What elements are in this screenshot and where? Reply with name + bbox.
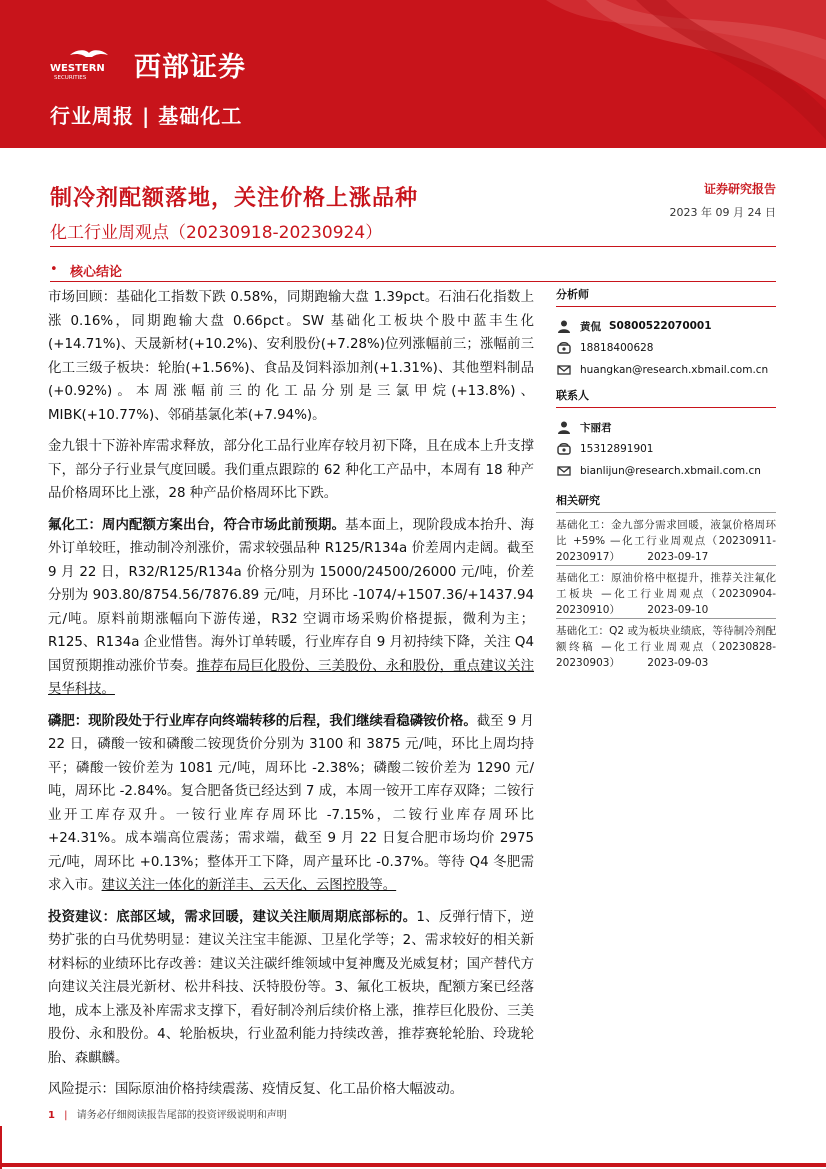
related-research-date: 2023-09-10 [647, 604, 709, 616]
related-research-title: 基础化工：Q2 或为板块业绩底，等待制冷剂配额终稿 —化工行业周观点（20230828-20230903） [556, 625, 776, 669]
investment-advice-text: 1、反弹行情下，逆势扩张的白马优势明显：建议关注宝丰能源、卫星化学等；2、需求较好的相关新材料标的业绩环比存改善：建议关注碳纤维领域中复神鹰及光威复材；国产替代方向建议关注晨光新材、松井科技、沃特股份等。3、氟化工板块，配额方案已经落地，成本上涨及补库需求支撑下，看好制冷剂后续价格上涨，推荐巨化股份、三美股份、永和股份。4、轮胎板块，行业盈利能力持续改善，推荐赛轮轮胎、玲珑轮胎、森麒麟。 [48, 909, 534, 1066]
page-number: 1 [48, 1110, 55, 1121]
decorative-swirl-icon [486, 0, 826, 148]
section-bullet: • [50, 262, 58, 277]
report-date: 2023 年 09 月 24 日 [669, 206, 776, 219]
related-research-item[interactable] [556, 512, 776, 565]
phosphate-paragraph [48, 710, 534, 898]
related-research-title: 基础化工：金九部分需求回暖，液氯价格周环比 +59% —化工行业周观点（20230911-20230917） [556, 519, 776, 563]
contact-email[interactable]: bianlijun@research.xbmail.com.cn [580, 465, 761, 477]
bull-logo-icon [50, 47, 128, 81]
analyst-email-row [556, 359, 776, 381]
section-header [50, 258, 776, 282]
report-title: 制冷剂配额落地，关注价格上涨品种 [50, 186, 419, 211]
analyst-cert: S0800522070001 [609, 320, 712, 332]
related-research-date: 2023-09-03 [647, 657, 709, 669]
contact-name: 卞丽君 [580, 421, 612, 434]
analyst-phone-row [556, 337, 776, 359]
fluorochemical-recommendation: 推荐布局巨化股份、三美股份、永和股份，重点建议关注昊华科技。 [48, 658, 535, 697]
phone-icon [556, 441, 572, 457]
contact-phone: 15312891901 [580, 443, 654, 455]
report-subtitle: 化工行业周观点（20230918-20230924） [50, 223, 383, 243]
logo-sub-text: SECURITIES [54, 75, 87, 81]
contact-phone-row [556, 438, 776, 460]
related-research-item[interactable] [556, 618, 776, 671]
fluorochemical-paragraph [48, 514, 534, 702]
phosphate-text: 截至 9 月 22 日，磷酸一铵和磷酸二铵现货价分别为 3100 和 3875 元/吨，环比上周均持平；磷酸一铵价差为 1081 元/吨，周环比 -2.38%；磷酸二铵价差为 1290 元/吨，周环比 -2.84%。复合肥备货已经达到 7 成，本周一铵开工库存双降；二铵行业开工库存双升。一铵行业库存周环比 -7.15%，二铵行业库存周环比 +24.31%。成本端高位震荡；需求端，截至 9 月 22 日复合肥市场均价 2975 元/吨，周环比 +0.13%；整体开工下降，周产量环比 -0.37%。等待 Q4 冬肥需求入市。 [48, 713, 534, 893]
page-footer [48, 1106, 287, 1121]
contact-header: 联系人 [556, 387, 776, 408]
section-label: 核心结论 [70, 265, 123, 280]
investment-advice-lead: 投资建议：底部区域，需求回暖，建议关注顺周期底部标的。 [48, 909, 417, 925]
footer-separator: | [64, 1110, 68, 1121]
analyst-phone: 18818400628 [580, 342, 654, 354]
related-research-header: 相关研究 [556, 494, 600, 507]
related-research-item[interactable] [556, 565, 776, 618]
footer-disclaimer: 请务必仔细阅读报告尾部的投资评级说明和声明 [76, 1110, 287, 1121]
investment-advice-paragraph [48, 906, 534, 1071]
analyst-email[interactable]: huangkan@research.xbmail.com.cn [580, 364, 769, 376]
email-icon [556, 463, 572, 479]
report-type: 证券研究报告 [703, 182, 776, 196]
person-icon [556, 419, 572, 435]
logo-en-text: WESTERN [50, 63, 105, 74]
section-divider [50, 281, 776, 282]
company-name: 西部证券 [134, 51, 246, 83]
footer-bottom-bar [0, 1163, 826, 1167]
sidebar [556, 286, 776, 671]
contact-name-row [556, 416, 776, 438]
report-header-banner [0, 0, 826, 148]
company-logo [50, 44, 246, 84]
analyst-header: 分析师 [556, 286, 776, 307]
industry-outlook-paragraph: 金九银十下游补库需求释放，部分化工品行业库存较月初下降，且在成本上升支撑下，部分子行业景气度回暖。我们重点跟踪的 62 种化工产品中，本周有 18 种产品价格周环比上涨，28 种产品价格周环比下跌。 [48, 439, 534, 501]
analyst-name-row [556, 315, 776, 337]
phosphate-recommendation: 建议关注一体化的新洋丰、云天化、云图控股等。 [101, 878, 397, 893]
main-content [48, 286, 534, 1110]
related-research-title: 基础化工：原油价格中枢提升，推荐关注氟化工板块 —化工行业周观点（20230904-20230910） [556, 572, 776, 616]
fluorochemical-lead: 氟化工：周内配额方案出台，符合市场此前预期。 [48, 517, 346, 533]
phone-icon [556, 340, 572, 356]
fluorochemical-text: 基本面上，现阶段成本抬升、海外订单较旺，推动制冷剂涨价，需求较强品种 R125/R134a 价差周内走阔。截至 9 月 22 日，R32/R125/R134a 价格分别为 15000/24500/26000 元/吨，价差分别为 903.80/8754.56/7876.89 元/吨，月环比 -1074/+1507.36/+1437.94 元/吨。原料前期涨幅向下游传递，R32 空调市场采购价格提振，微利为主；R125、R134a 企业惜售。海外订单转暖，行业库存自 9 月初持续下降，关注 Q4 国贸预期推动涨价节奏。 [48, 517, 535, 674]
contact-email-row [556, 460, 776, 482]
email-icon [556, 362, 572, 378]
report-category: 行业周报 | 基础化工 [50, 104, 243, 128]
person-icon [556, 318, 572, 334]
title-divider [50, 246, 776, 247]
related-research-date: 2023-09-17 [647, 551, 709, 563]
phosphate-lead: 磷肥：现阶段处于行业库存向终端转移的后程，我们继续看稳磷铵价格。 [48, 713, 477, 729]
market-review-paragraph: 市场回顾：基础化工指数下跌 0.58%，同期跑输大盘 1.39pct。石油石化指数上涨 0.16%，同期跑输大盘 0.66pct。SW 基础化工板块个股中蓝丰生化(+14.71%)、天晟新材(+10.2%)、安利股份(+7.28%)位列涨幅前三；涨幅前三化工三级子板块：轮胎(+1.56%)、食品及饲料添加剂(+1.31%)、其他塑料制品(+0.92%)。本周涨幅前三的化工品分别是三氯甲烷(+13.8%)、MIBK(+10.77%)、邻硝基氯化苯(+7.94%)。 [48, 290, 534, 423]
analyst-name: 黄侃 [580, 320, 601, 333]
risk-warning-paragraph: 风险提示：国际原油价格持续震荡、疫情反复、化工品价格大幅波动。 [48, 1082, 464, 1097]
